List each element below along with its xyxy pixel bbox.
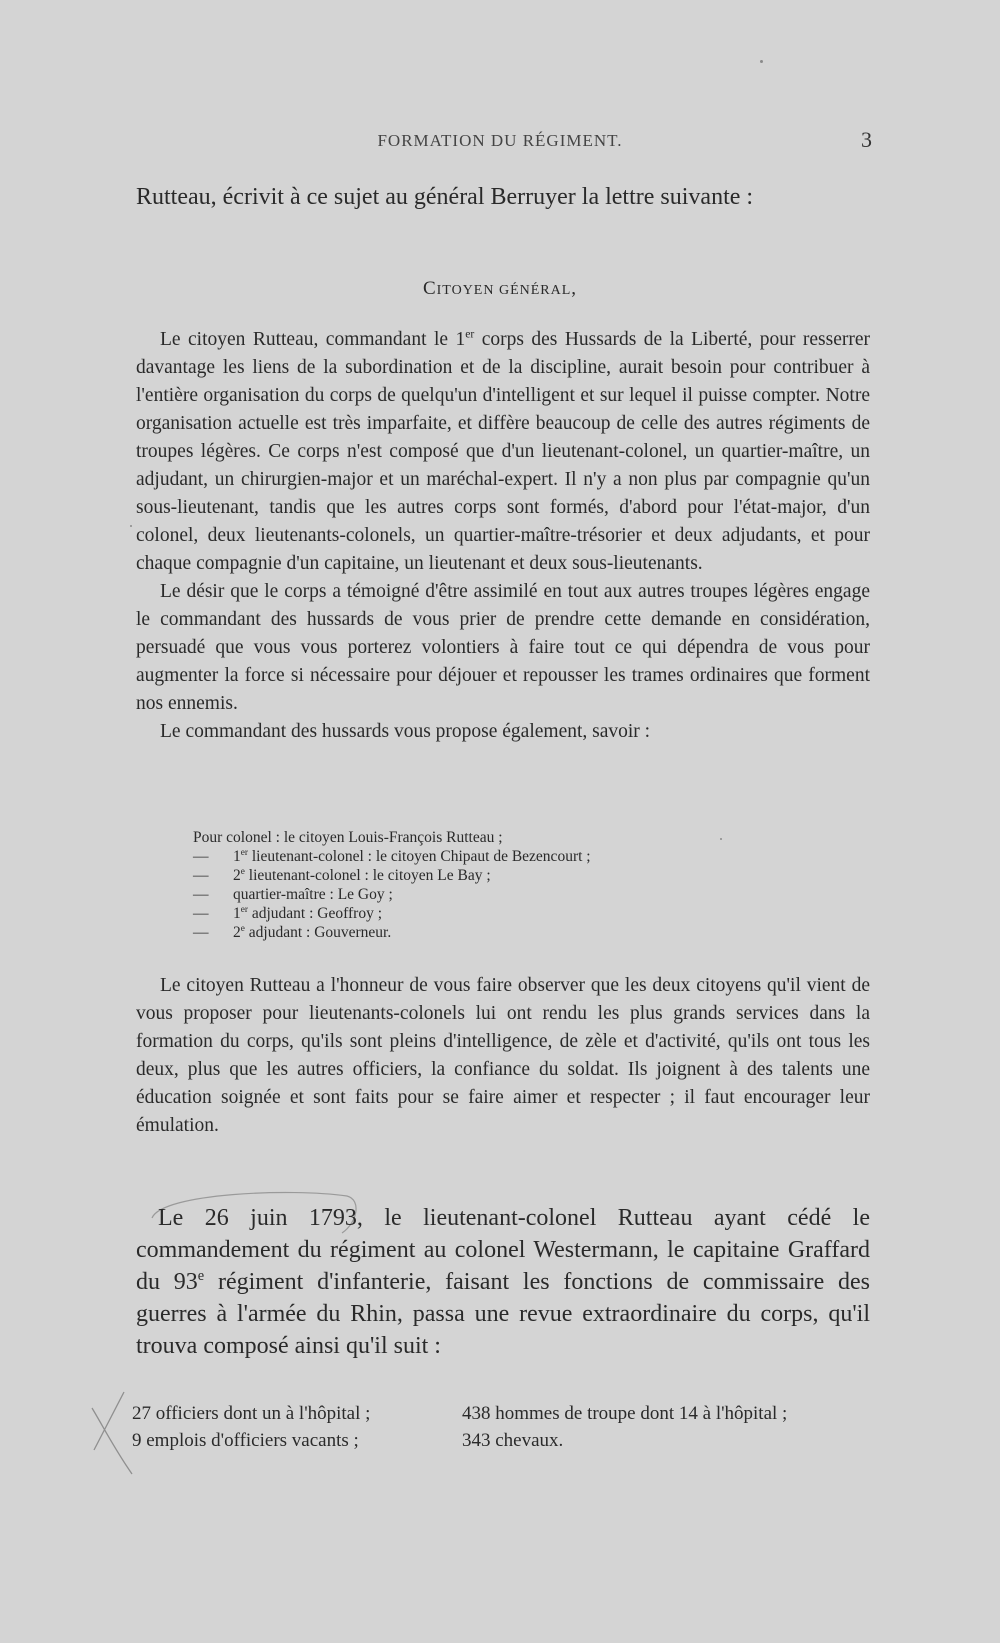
summary-officers: 27 officiers dont un à l'hôpital ; [132, 1403, 371, 1424]
running-title: FORMATION DU RÉGIMENT. [377, 131, 623, 150]
letter-paragraph: Le commandant des hussards vous propose également, savoir : [160, 721, 651, 742]
summary-horses: 343 chevaux. [462, 1430, 564, 1451]
pencil-cross-mark [86, 1388, 136, 1478]
review-summary [132, 1400, 872, 1454]
paper-speck [720, 838, 722, 840]
nomination-list [193, 828, 753, 942]
list-item: — 1er adjudant : Geoffroy ; [193, 904, 382, 922]
narrative-paragraph: Le 26 juin 1793, le lieutenant-colonel Rutteau ayant cédé le commandement du régiment au colonel Westermann, le capitaine Graffard du 93e régiment d'infanterie, faisant les fonctions de commissaire des guerres à l'armée du Rhin, passa une revue extraordinaire du corps, qu'il trouva composé ainsi qu'il suit : [136, 1205, 871, 1359]
letter-body [136, 326, 870, 746]
list-item: — 1er lieutenant-colonel : le citoyen Chipaut de Bezencourt ; [193, 847, 591, 865]
list-item: Pour colonel : le citoyen Louis-François Rutteau ; [193, 829, 503, 846]
salutation-comma: , [571, 278, 578, 299]
letter-paragraph: Le désir que le corps a témoigné d'être assimilé en tout aux autres troupes légères engage le commandant des hussards de vous prier de prendre cette demande en considération, persuadé que vous vous porterez volontiers à faire tout ce qui dépendra de vous pour augmenter la force si nécessaire pour déjouer et repousser les trames ordinaires que forment nos ennemis. [136, 581, 870, 714]
letter-closing [136, 972, 870, 1140]
letter-paragraph: Le citoyen Rutteau, commandant le 1er corps des Hussards de la Liberté, pour resserrer davantage les liens de la subordination et de la discipline, aurait besoin pour contribuer à l'entière organisation du corps de quelqu'un d'intelligent et sur lequel il puisse compter. Notre organisation actuelle est très imparfaite, et diffère beaucoup de celle des autres régiments de troupes légères. Ce corps n'est composé que d'un lieutenant-colonel, un quartier-maître, un adjudant, un chirurgien-major et un maréchal-expert. Il n'y a non plus par compagnie qu'un sous-lieutenant, tandis que les autres corps sont formés, d'abord pour l'état-major, d'un colonel, deux lieutenants-colonels, un quartier-maître-trésorier et deux adjudants, et pour chaque compagnie d'un capitaine, un lieutenant et deux sous-lieutenants. [136, 327, 871, 574]
paper-speck [130, 525, 132, 527]
letter-salutation [0, 278, 1000, 300]
list-item: — 2e lieutenant-colonel : le citoyen Le Bay ; [193, 866, 491, 884]
salutation-initial: C [422, 278, 437, 299]
letter-paragraph: Le citoyen Rutteau a l'honneur de vous faire observer que les deux citoyens qu'il vient de vous proposer pour lieutenants-colonels lui ont rendu les plus grands services dans la formation du corps, qu'ils sont pleins d'intelligence, de zèle et d'activité, qu'ils ont tous les deux, plus que les autres officiers, la confiance du soldat. Ils joignent à des talents une éducation soignée et sont faits pour se faire aimer et respecter ; il faut encourager leur émulation. [136, 975, 870, 1136]
intro-paragraph: Rutteau, écrivit à ce sujet au général Berruyer la lettre suivante : [136, 184, 754, 210]
paper-speck [760, 60, 763, 63]
summary-troops: 438 hommes de troupe dont 14 à l'hôpital ; [462, 1403, 788, 1424]
list-item: — quartier-maître : Le Goy ; [193, 886, 393, 903]
summary-vacancies: 9 emplois d'officiers vacants ; [132, 1430, 359, 1451]
salutation-smallcaps: ITOYEN GÉNÉRAL [436, 283, 572, 298]
page-number: 3 [861, 127, 872, 152]
list-item: — 2e adjudant : Gouverneur. [193, 923, 392, 941]
